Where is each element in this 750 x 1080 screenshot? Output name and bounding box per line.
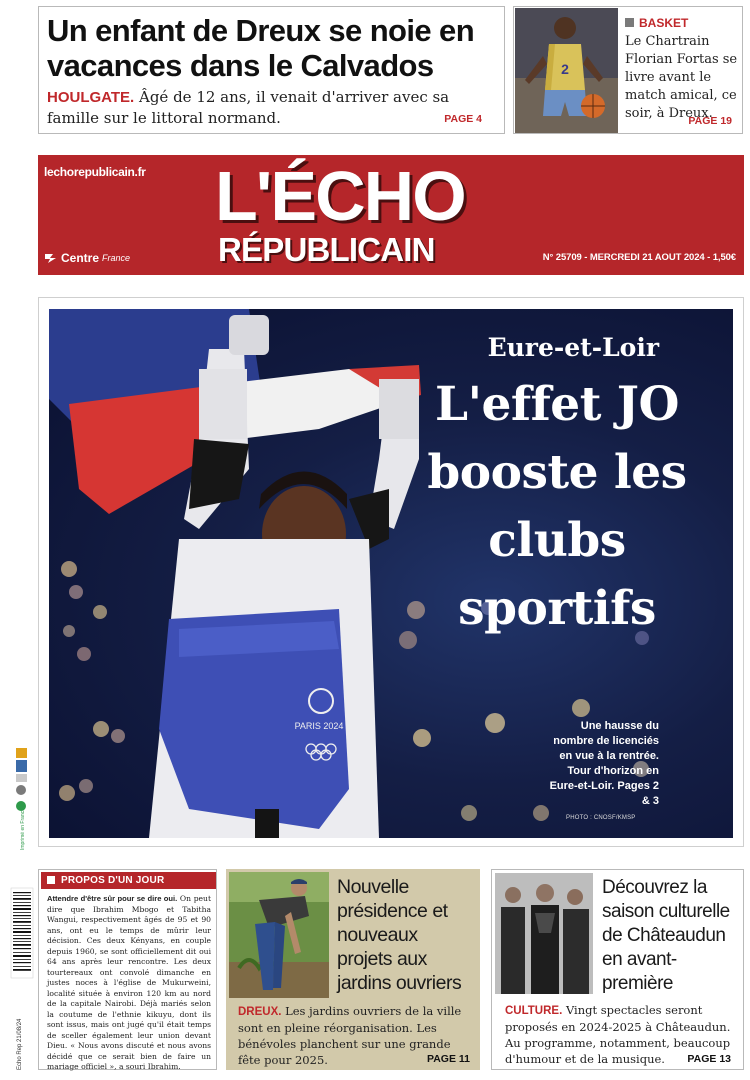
recycling-icon bbox=[16, 748, 27, 758]
certification-icon bbox=[16, 774, 27, 782]
feature-headline[interactable]: L'effet JO booste les clubs sportifs bbox=[427, 377, 687, 636]
masthead bbox=[38, 155, 744, 275]
teaser-basket[interactable] bbox=[513, 6, 743, 134]
teaser-drowning[interactable] bbox=[38, 6, 505, 134]
performers-photo bbox=[495, 873, 593, 994]
jardins-kicker: DREUX. bbox=[238, 1006, 282, 1018]
basketball-player-photo bbox=[515, 8, 618, 133]
teaser-drowning-headline[interactable]: Un enfant de Dreux se noie en vacances dans le Calvados bbox=[47, 13, 475, 83]
publisher-logo bbox=[44, 251, 130, 265]
photo-credit: PHOTO : CNOSF/KMSP bbox=[566, 815, 636, 821]
square-bullet-icon bbox=[47, 876, 55, 884]
jardins-page[interactable]: PAGE 11 bbox=[427, 1053, 470, 1065]
publisher-sub: France bbox=[102, 253, 131, 263]
jersey-number: 2 bbox=[561, 61, 569, 77]
teaser-basket-text bbox=[625, 14, 741, 123]
gardener-photo bbox=[229, 872, 329, 998]
feature-story[interactable] bbox=[49, 309, 733, 838]
teaser-basket-page[interactable]: PAGE 19 bbox=[688, 115, 732, 127]
propos-text bbox=[47, 894, 211, 1073]
barcode-text: Echo Rep 21/08/24 bbox=[17, 1018, 23, 1070]
teaser-jardins[interactable] bbox=[226, 869, 480, 1070]
teaser-drowning-kicker: HOULGATE. bbox=[47, 89, 135, 106]
teaser-drowning-page[interactable]: PAGE 4 bbox=[444, 113, 482, 125]
centre-france-icon bbox=[44, 252, 58, 264]
paris-2024-text: PARIS 2024 bbox=[294, 721, 344, 731]
basketball-player-illustration bbox=[515, 8, 618, 133]
teaser-drowning-text: Âgé de 12 ans, il venait d'arriver avec sa famille sur le littoral normand. bbox=[47, 88, 450, 127]
newspaper-title: L'ÉCHO bbox=[215, 157, 465, 235]
teaser-basket-kicker: BASKET bbox=[639, 16, 689, 30]
gardener-illustration bbox=[229, 872, 329, 998]
culture-text: Vingt spectacles seront proposés en 2024-2025 à Châteaudun. Au programme, notamment, beaucoup d'humour et de la musique. bbox=[505, 1003, 731, 1066]
side-strip bbox=[9, 740, 35, 1076]
print-label: Imprimé en France bbox=[20, 808, 26, 850]
side-icons bbox=[9, 740, 35, 1076]
jardins-text: Les jardins ouvriers de la ville sont en pleine réorganisation. Les bénévoles planchent sur une grande fête pour 2025. bbox=[238, 1004, 462, 1067]
propos-label-text: PROPOS D'UN JOUR bbox=[61, 875, 165, 886]
culture-page[interactable]: PAGE 13 bbox=[687, 1053, 731, 1065]
teaser-basket-kicker-wrap bbox=[625, 16, 688, 30]
jardins-headline[interactable]: Nouvelle présidence et nouveaux projets aux jardins ouvriers bbox=[337, 876, 462, 994]
teaser-basket-body: Le Chartrain Florian Fortas se livre avant le match amical, ce soir, à Dreux. bbox=[625, 34, 738, 121]
square-bullet-icon bbox=[625, 18, 634, 27]
triman-icon bbox=[16, 785, 26, 795]
performers-illustration bbox=[495, 873, 593, 994]
teaser-drowning-body bbox=[47, 87, 496, 129]
culture-headline[interactable]: Découvrez la saison culturelle de Châteaudun en avant-première bbox=[602, 877, 730, 994]
propos-column[interactable] bbox=[38, 869, 217, 1070]
propos-label bbox=[41, 872, 216, 889]
culture-kicker: CULTURE. bbox=[505, 1005, 563, 1017]
publisher-name: Centre bbox=[61, 251, 100, 265]
feature-caption: Une hausse du nombre de licenciés en vue à la rentrée. Tour d'horizon en Eure-et-Loir. Pages 2 & 3 bbox=[549, 720, 659, 807]
label-icon bbox=[16, 760, 27, 772]
teaser-culture[interactable] bbox=[491, 869, 744, 1070]
newspaper-subtitle: RÉPUBLICAIN bbox=[218, 231, 435, 268]
website-link[interactable]: lechorepublicain.fr bbox=[44, 165, 146, 179]
propos-lead: Attendre d'être sûr pour se dire oui. bbox=[47, 894, 178, 903]
issue-info: N° 25709 - MERCREDI 21 AOUT 2024 - 1,50€ bbox=[542, 252, 736, 263]
feature-kicker: Eure-et-Loir bbox=[487, 333, 659, 362]
propos-body: On peut dire que Ibrahim Mbogo et Tabitha Wangui, respectivement âgés de 95 et 90 ans, ont eu le temps de mûrir leur décision. Ces deux Kényans, en couple depuis 1960, se sont officiellement dit oui 64 ans après leur rencontre. Les deux tourtereaux ont convolé dimanche en justes noces à l'église de Mukurweini, localité située à environ 120 km au nord de la capitale Nairobi. Déjà mariés selon la coutume de l'ethnie kikuyu, dont ils sont issus, mais ont jugé qu'il était temps de sceller également leur union devant Dieu. « Nous avons discuté et nous avons décidé que ce serait bien de faire un mariage officiel », a souri Ibrahim. bbox=[47, 894, 211, 1071]
